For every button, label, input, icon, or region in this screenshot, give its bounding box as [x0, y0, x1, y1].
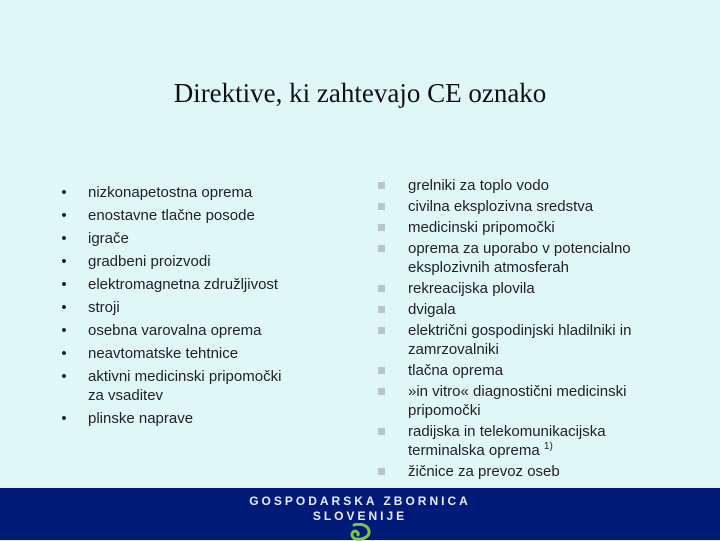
footer-banner: [0, 488, 720, 540]
bullet-icon: •: [61, 299, 67, 316]
square-bullet-icon: [378, 388, 385, 395]
list-item: • aktivni medicinski pripomočki za vsaditev: [58, 367, 288, 405]
square-bullet-icon: [378, 182, 385, 189]
square-bullet-icon: [378, 224, 385, 231]
square-bullet-icon: [378, 245, 385, 252]
list-item: tlačna oprema: [378, 361, 678, 380]
bullet-icon: •: [61, 207, 67, 224]
square-bullet-icon: [378, 468, 385, 475]
chamber-logo-icon: [350, 523, 372, 541]
bullet-icon: •: [61, 322, 67, 339]
bullet-icon: •: [61, 276, 67, 293]
list-item: • gradbeni proizvodi: [58, 252, 288, 271]
list-item: • stroji: [58, 298, 288, 317]
list-item: oprema za uporabo v potencialno eksplozivnih atmosferah: [378, 239, 678, 277]
list-item: dvigala: [378, 300, 678, 319]
list-item: električni gospodinjski hladilniki in zamrzovalniki: [378, 321, 678, 359]
right-directive-list: [378, 176, 678, 483]
bullet-icon: •: [61, 253, 67, 270]
bullet-icon: •: [61, 368, 67, 385]
square-bullet-icon: [378, 327, 385, 334]
list-item: • enostavne tlačne posode: [58, 206, 288, 225]
slide-title: Direktive, ki zahtevajo CE oznako: [173, 78, 547, 108]
footer-org-name: GOSPODARSKA ZBORNICA: [249, 494, 471, 508]
square-bullet-icon: [378, 203, 385, 210]
bullet-icon: •: [61, 410, 67, 427]
list-item: medicinski pripomočki: [378, 218, 678, 237]
square-bullet-icon: [378, 285, 385, 292]
list-item: »in vitro« diagnostični medicinski pripomočki: [378, 382, 678, 420]
list-item: • plinske naprave: [58, 409, 288, 428]
bullet-icon: •: [61, 184, 67, 201]
list-item: civilna eksplozivna sredstva: [378, 197, 678, 216]
list-item: • igrače: [58, 229, 288, 248]
square-bullet-icon: [378, 306, 385, 313]
list-item: • elektromagnetna združljivost: [58, 275, 288, 294]
list-item: • neavtomatske tehtnice: [58, 344, 288, 363]
list-item: žičnice za prevoz oseb: [378, 462, 678, 481]
list-item: radijska in telekomunikacijska terminalska oprema $^{1)}$: [378, 422, 678, 460]
list-item: • osebna varovalna oprema: [58, 321, 288, 340]
footnote-mark: 1): [543, 441, 553, 452]
footer-org-country: SLOVENIJE: [312, 509, 408, 523]
bullet-icon: •: [61, 230, 67, 247]
square-bullet-icon: [378, 428, 385, 435]
bullet-icon: •: [61, 345, 67, 362]
list-item: rekreacijska plovila: [378, 279, 678, 298]
left-directive-list: [58, 183, 288, 432]
list-item: • nizkonapetostna oprema: [58, 183, 288, 202]
square-bullet-icon: [378, 367, 385, 374]
list-item: grelniki za toplo vodo: [378, 176, 678, 195]
